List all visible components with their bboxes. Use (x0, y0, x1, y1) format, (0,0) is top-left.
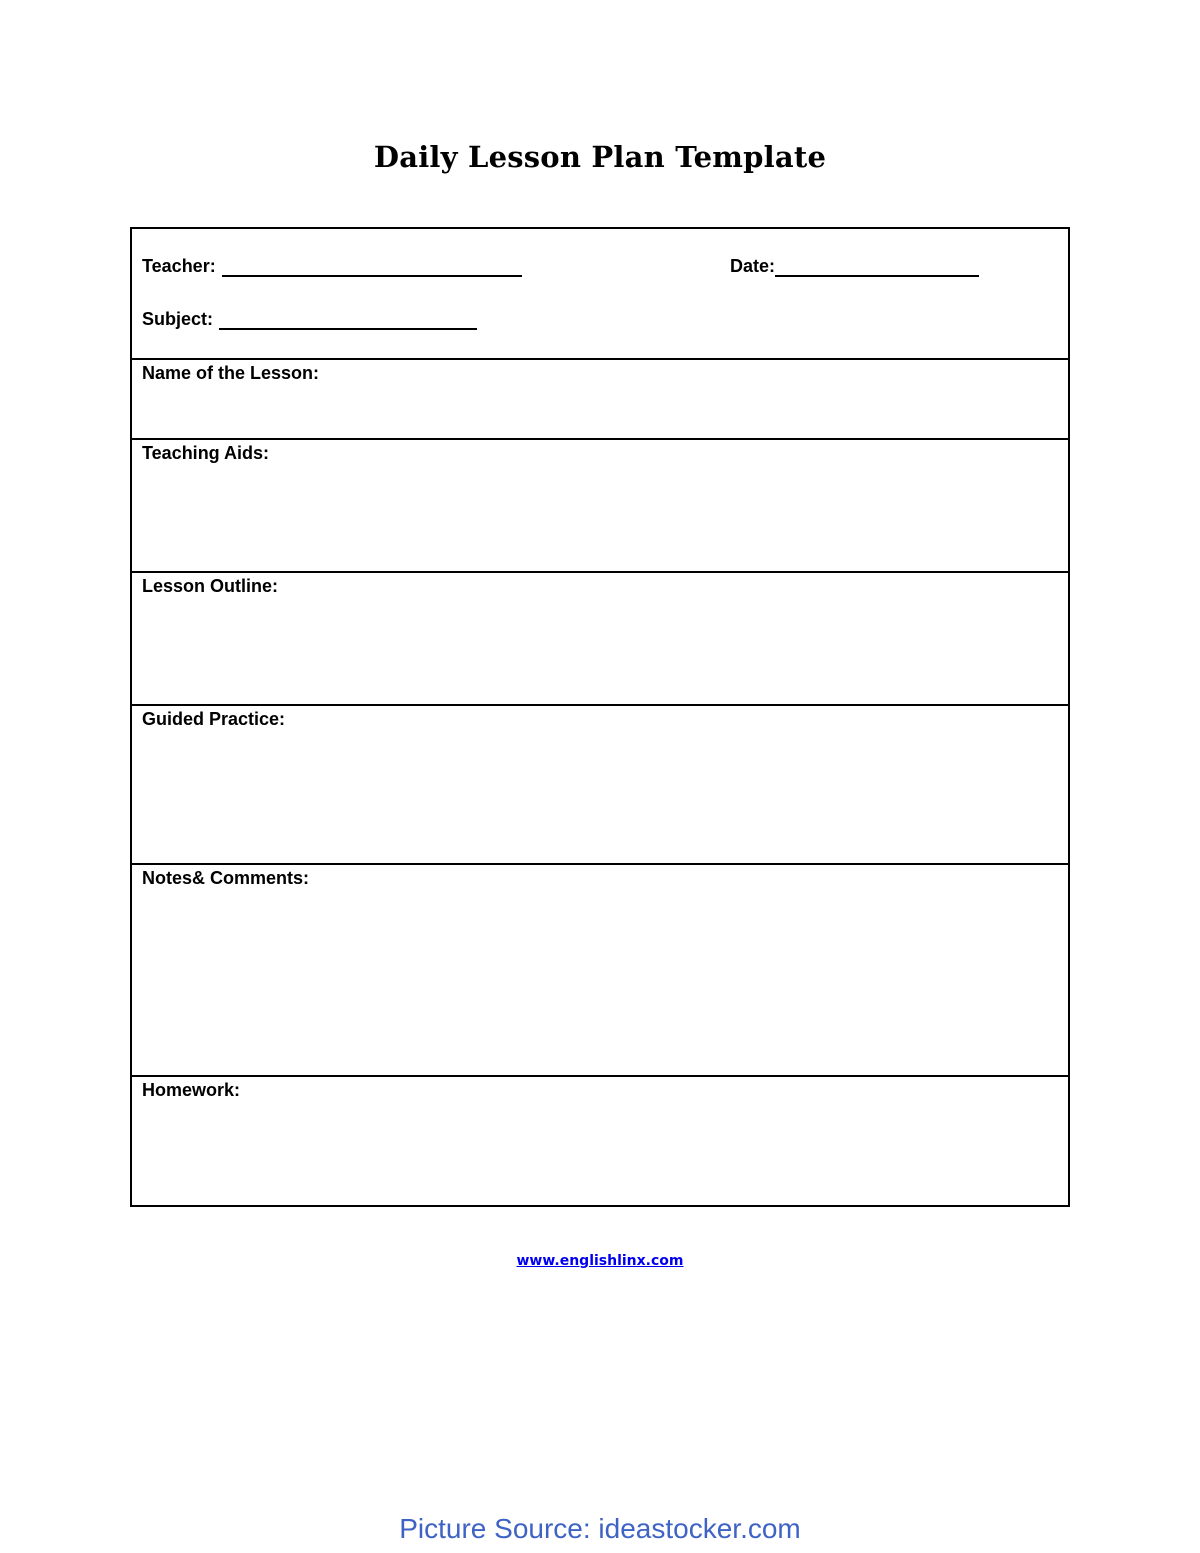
picture-source-caption: Picture Source: ideastocker.com (399, 1513, 801, 1544)
subject-input-line[interactable] (219, 310, 477, 330)
guided-practice-label: Guided Practice: (142, 709, 286, 729)
notes-comments-section[interactable] (132, 865, 1068, 1077)
date-field[interactable] (730, 256, 979, 277)
lesson-outline-label: Lesson Outline: (142, 576, 279, 596)
homework-section[interactable] (132, 1077, 1068, 1205)
lesson-name-section[interactable] (132, 360, 1068, 440)
website-link[interactable]: www.englishlinx.com (516, 1253, 684, 1269)
subject-field[interactable] (142, 309, 477, 330)
lesson-plan-form (130, 227, 1070, 1207)
guided-practice-section[interactable] (132, 706, 1068, 865)
subject-label: Subject: (142, 309, 214, 329)
teacher-label: Teacher: (142, 256, 216, 276)
page-title: Daily Lesson Plan Template (373, 140, 827, 174)
lesson-name-label: Name of the Lesson: (142, 363, 320, 383)
date-input-line[interactable] (775, 257, 979, 277)
teaching-aids-label: Teaching Aids: (142, 443, 270, 463)
date-label: Date: (730, 256, 776, 276)
header-section (132, 229, 1068, 360)
notes-comments-label: Notes& Comments: (142, 868, 310, 888)
teacher-field[interactable] (142, 256, 522, 277)
lesson-outline-section[interactable] (132, 573, 1068, 706)
teacher-input-line[interactable] (222, 257, 522, 277)
teaching-aids-section[interactable] (132, 440, 1068, 573)
homework-label: Homework: (142, 1080, 241, 1100)
